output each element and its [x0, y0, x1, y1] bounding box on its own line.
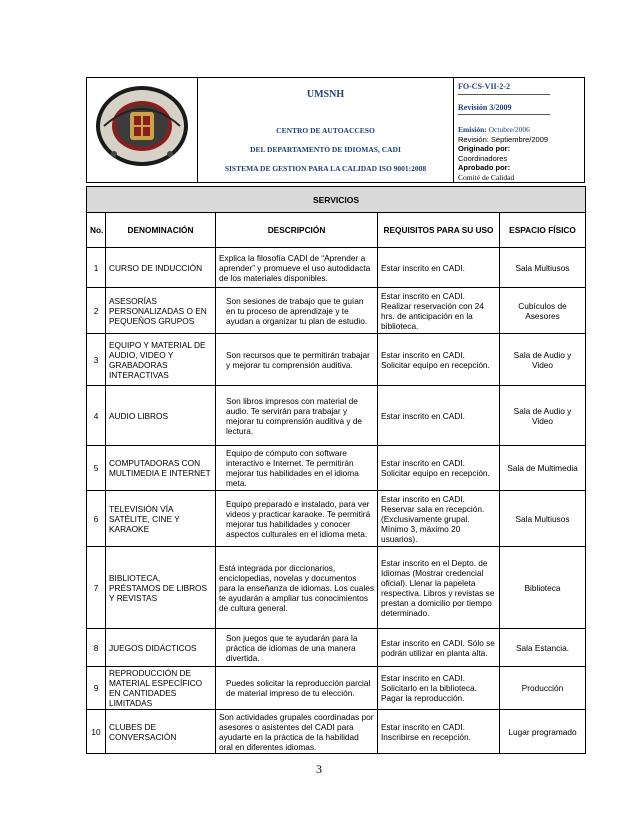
header-center	[198, 78, 454, 183]
page-number: 3	[316, 762, 322, 776]
header-no: No.	[87, 213, 106, 248]
revision-date: Revisión: Septiembre/2009	[458, 134, 549, 144]
university-seal-logo	[94, 84, 190, 168]
aprobado-label: Aprobado por:	[458, 163, 511, 172]
table-row: 9 REPRODUCCIÓN DE MATERIAL ESPECÍFICO EN CANTIDADES LIMITADAS Puedes solicitar la reproducción parcial de material impreso de tu elección. Estar inscrito en CADI. Solicitarlo en la biblioteca. Pagar la reproducción. Producción	[87, 667, 586, 710]
header-req: REQUISITOS PARA SU USO	[378, 213, 500, 248]
table-row: 1 CURSO DE INDUCCIÓN Explica la filosofía CADI de “Aprender a aprender” y promueve el uso autodidacta de los materiales disponibles. Estar inscrito en CADI. Sala Multiusos	[87, 248, 586, 288]
university-name: UMSNH	[306, 89, 345, 100]
services-table	[86, 186, 586, 754]
logo-cell	[87, 78, 198, 183]
document-revision: Revisión 3/2009	[458, 103, 550, 116]
table-row: 8 JUEGOS DIDÁCTICOS Son juegos que te ayudarán para la práctica de idiomas de una manera divertida. Estar inscrito en CADI. Sólo se podrán utilizar en planta alta. Sala Estancia.	[87, 629, 586, 667]
table-row: 7 BIBLIOTECA, PRÉSTAMOS DE LIBROS Y REVISTAS Está integrada por diccionarios, enciclopedias, novelas y documentos para la enseñanza de idiomas. Los cuales te ayudarán a ampliar tus conocimientos de cultura general. Estar inscrito en el Depto. de Idiomas (Mostrar credencial oficial). Llenar la papeleta respectiva. Libros y revistas se prestan a domicilio por tiempo determinado. Biblioteca	[87, 547, 586, 629]
header-space: ESPACIO FÍSICO	[500, 213, 586, 248]
table-row: 6 TELEVISIÓN VÍA SATÉLITE, CINE Y KARAOKE Equipo preparado e instalado, para ver videos y practicar karaoke. Te permitirá mejorar tus habilidades y conocer aspectos culturales en el idioma meta. Estar inscrito en CADI. Reservar sala en recepción. (Exclusivamente grupal. Mínimo 3, máximo 20 usuarios). Sala Multiusos	[87, 491, 586, 547]
header-metadata	[454, 78, 585, 183]
emision-date: Emisión: Octubre/2006	[458, 125, 530, 134]
department-name: DEL DEPARTAMENTO DE IDIOMAS, CADI	[250, 145, 401, 154]
table-title: SERVICIOS	[87, 187, 586, 213]
header-desc: DESCRIPCIÓN	[216, 213, 378, 248]
aprobado-value: Comité de Calidad	[458, 172, 515, 182]
table-row: 3 EQUIPO Y MATERIAL DE AUDIO, VIDEO Y GRABADORAS INTERACTIVAS Son recursos que te permitirán trabajar y mejorar tu comprensión auditiva. Estar inscrito en CADI. Solicitar equipo en recepción. Sala de Audio y Video	[87, 334, 586, 386]
originado-label: Originado por:	[458, 144, 511, 153]
quality-system: SISTEMA DE GESTION PARA LA CALIDAD ISO 9001:2008	[224, 164, 427, 173]
header-name: DENOMINACIÓN	[106, 213, 216, 248]
document-code: FO-CS-VII-2-2	[458, 82, 550, 95]
table-row: 4 AUDIO LIBROS Son libros impresos con material de audio. Te servirán para trabajar y mejorar tu comprensión auditiva y de lectura. Estar inscrito en CADI. Sala de Audio y Video	[87, 386, 586, 446]
table-row: 2 ASESORÍAS PERSONALIZADAS O EN PEQUEÑOS GRUPOS Son sesiones de trabajo que te guían en tu proceso de aprendizaje y te ayudan a organizar tu plan de estudio. Estar inscrito en CADI. Realizar reservación con 24 hrs. de anticipación en la biblioteca. Cubículos de Asesores	[87, 288, 586, 334]
table-row: 10 CLUBES DE CONVERSACIÓN Son actividades grupales coordinadas por asesores o asistentes del CADI para ayudarte en la práctica de la habilidad oral en diferentes idiomas. Estar inscrito en CADI. Inscribirse en recepción. Lugar programado	[87, 710, 586, 754]
center-name: CENTRO DE AUTOACCESO	[276, 126, 375, 135]
table-row: 5 COMPUTADORAS CON MULTIMEDIA E INTERNET Equipo de cómputo con software interactivo e Internet. Te permitirán mejorar tus habilidades en el idioma meta. Estar inscrito en CADI. Solicitar equipo en recepción. Sala de Multimedia	[87, 446, 586, 491]
originado-value: Coordinadores	[458, 153, 508, 163]
document-header	[86, 77, 585, 183]
